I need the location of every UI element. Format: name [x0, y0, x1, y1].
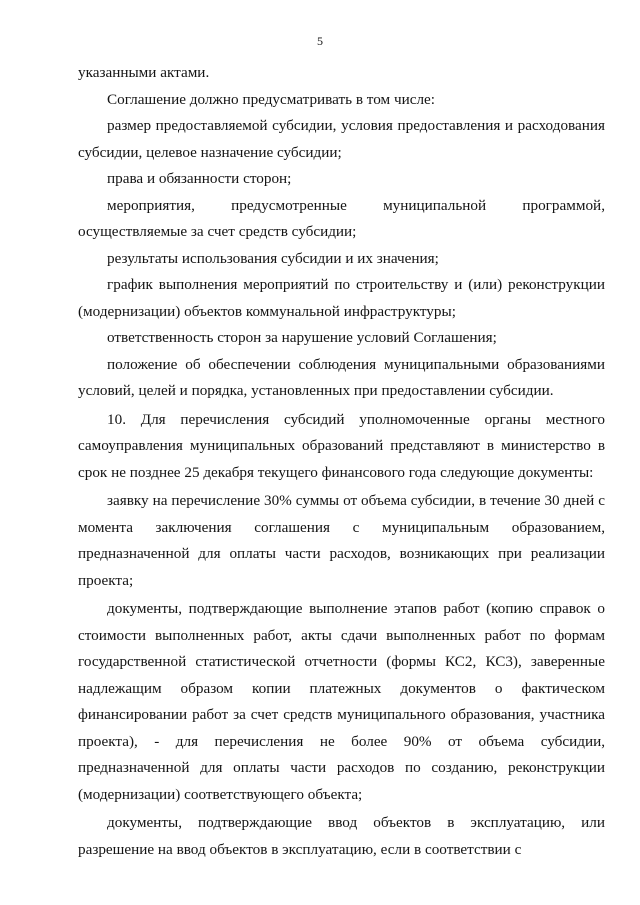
paragraph-documents-stages: документы, подтверждающие выполнение этапов работ (копию справок о стоимости выполненных работ, акты сдачи выполненных работ по формам государственной статистической отчетности (формы КС2, КС3), заверенные надлежащим образом копии платежных документов о фактическом финансировании работ за счет средств муниципального образования, участника проекта), - для перечисления не более 90% от объема субсидии, предназначенной для оплаты части расходов по созданию, реконструкции (модернизации) соответствующего объекта; [78, 600, 605, 803]
paragraph-documents-commissioning: документы, подтверждающие ввод объектов в эксплуатацию, или разрешение на ввод объектов в эксплуатацию, если в соответствии с [78, 814, 605, 858]
paragraph-schedule: график выполнения мероприятий по строительству и (или) реконструкции (модернизации) объектов коммунальной инфраструктуры; [78, 276, 605, 320]
document-body [78, 60, 605, 863]
paragraph-subsidy-size: размер предоставляемой субсидии, условия предоставления и расходования субсидии, целевое назначение субсидии; [78, 117, 605, 161]
page-number: 5 [317, 34, 323, 48]
paragraph-rights-duties: права и обязанности сторон; [107, 170, 292, 187]
paragraph-application-30: заявку на перечисление 30% суммы от объема субсидии, в течение 30 дней с момента заключения соглашения с муниципальным образованием, предназначенной для оплаты части расходов, возникающих при реализации проекта; [78, 492, 605, 589]
paragraph-compliance: положение об обеспечении соблюдения муниципальными образованиями условий, целей и порядка, установленных при предоставлении субсидии. [78, 355, 605, 399]
paragraph-agreement-intro: Соглашение должно предусматривать в том числе: [107, 90, 436, 108]
paragraph-responsibility: ответственность сторон за нарушение условий Соглашения; [107, 329, 497, 346]
paragraph-continuation: указанными актами. [78, 64, 210, 81]
paragraph-measures: мероприятия, предусмотренные муниципальной программой, осуществляемые за счет средств субсидии; [78, 196, 605, 240]
paragraph-results: результаты использования субсидии и их значения; [107, 249, 439, 267]
paragraph-section-10: 10. Для перечисления субсидий уполномоченные органы местного самоуправления муниципальных образований представляют в министерство в срок не позднее 25 декабря текущего финансового года следующие документы: [78, 410, 605, 481]
